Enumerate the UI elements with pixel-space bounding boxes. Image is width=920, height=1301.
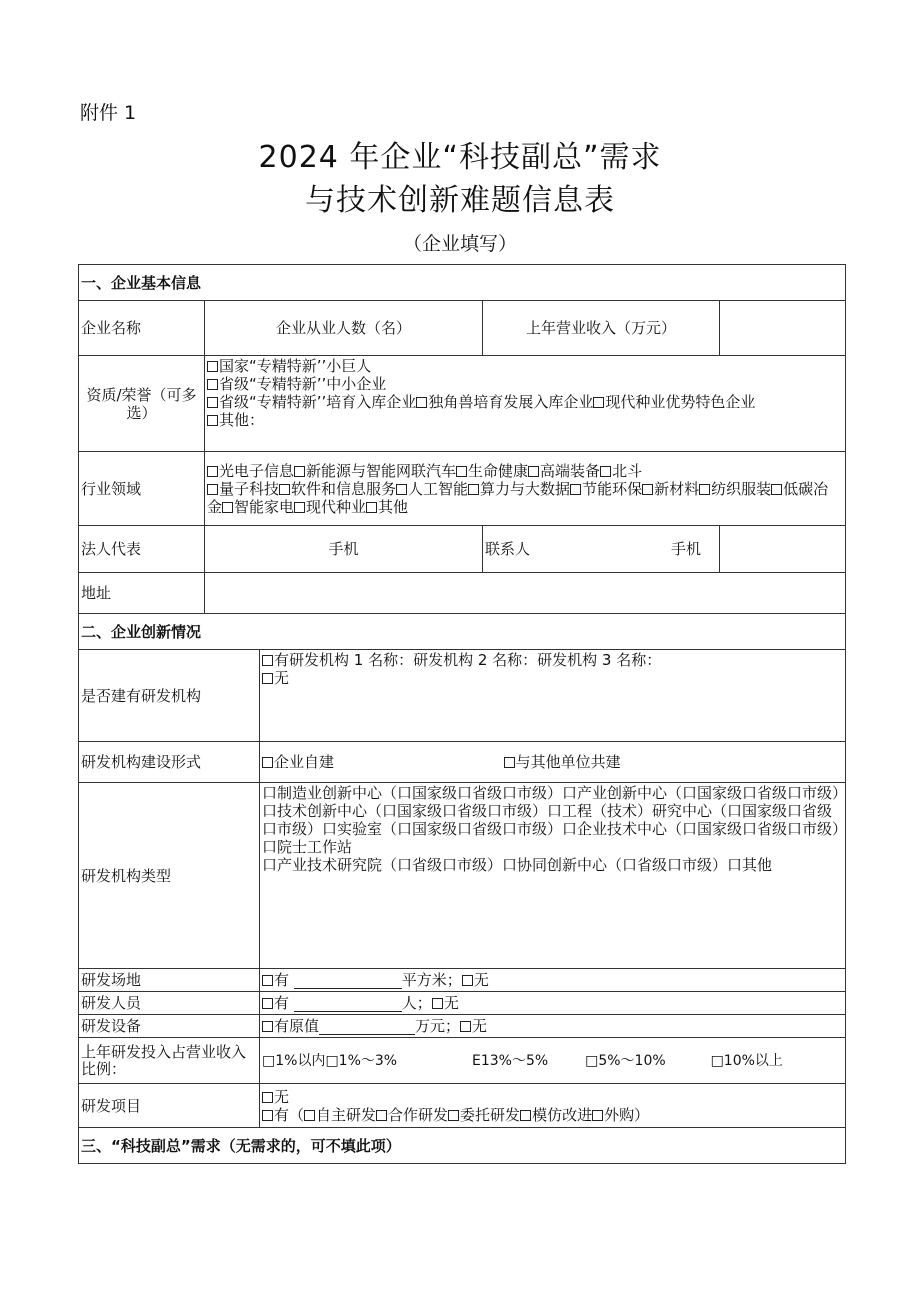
checkbox[interactable]: [699, 484, 710, 495]
checkbox[interactable]: [262, 1021, 273, 1032]
staff-no: 无: [443, 994, 459, 1012]
checkbox[interactable]: [262, 757, 273, 768]
legal-rep-label: 法人代表: [79, 526, 205, 573]
checkbox[interactable]: [460, 1021, 471, 1032]
checkbox[interactable]: [642, 484, 653, 495]
industry-option: 新能源与智能网联汽车: [306, 461, 457, 480]
staff-options: [260, 992, 846, 1015]
rd-org-options: [260, 650, 846, 742]
checkbox[interactable]: [279, 484, 290, 495]
qual-option: 国家“专精特新’’小巨人: [219, 357, 372, 375]
checkbox[interactable]: [222, 502, 233, 513]
checkbox[interactable]: [376, 1110, 387, 1121]
industry-option: 低碳冶金: [207, 479, 829, 516]
checkbox[interactable]: [262, 975, 273, 986]
build-form-options: [260, 742, 846, 783]
checkbox[interactable]: [416, 397, 427, 408]
industry-option: 智能家电: [234, 497, 295, 516]
attachment-label: 附件 1: [80, 102, 137, 124]
checkbox[interactable]: [504, 757, 515, 768]
checkbox[interactable]: [448, 1110, 459, 1121]
checkbox[interactable]: [304, 1110, 315, 1121]
industry-option: 光电子信息: [219, 461, 295, 480]
equip-yes: 有原值: [274, 1017, 320, 1035]
checkbox[interactable]: [294, 502, 305, 513]
checkbox[interactable]: [262, 1092, 273, 1103]
project-no: 无: [274, 1087, 290, 1106]
project-option: 自主研发: [316, 1105, 377, 1124]
checkbox[interactable]: [262, 673, 273, 684]
revenue-label: 上年营业收入（万元）: [483, 301, 720, 356]
checkbox[interactable]: [207, 361, 218, 372]
rd-type-text: 口制造业创新中心（口国家级口省级口市级）口产业创新中心（口国家级口省级口市级）口技术创新中心（口国家级口省级口市级）口工程（技术）研究中心（口国家级口省级口市级）口实验室（口国家级口省级口市级）口企业技术中心（口国家级口省级口市级）口院士工作站: [262, 784, 840, 856]
industry-option: 新材料: [654, 479, 700, 498]
checkbox[interactable]: [771, 484, 782, 495]
checkbox[interactable]: [262, 1110, 273, 1121]
rd-org-label: 是否建有研发机构: [79, 650, 260, 742]
page-title-line1: 2024 年企业“科技副总”需求: [258, 140, 662, 175]
equip-options: [260, 1015, 846, 1038]
checkbox[interactable]: [520, 1110, 531, 1121]
industry-option: 高端装备: [540, 461, 601, 480]
rd-org-yes: 有研发机构 1 名称：研发机构 2 名称：研发机构 3 名称：: [274, 651, 662, 669]
checkbox[interactable]: [396, 484, 407, 495]
industry-option: 算力与大数据: [480, 479, 571, 498]
build-joint: 与其他单位共建: [515, 753, 621, 771]
contact-cell: [483, 526, 720, 573]
equip-unit: 万元；: [415, 1017, 461, 1035]
checkbox[interactable]: [432, 998, 443, 1009]
revenue-input[interactable]: [720, 301, 846, 356]
qual-option: 独角兽培育发展入库企业: [428, 393, 594, 411]
checkbox[interactable]: [207, 379, 218, 390]
invest-label: 上年研发投入占营业收入比例：: [79, 1038, 260, 1084]
industry-option: 生命健康: [468, 461, 529, 480]
checkbox[interactable]: [592, 1110, 603, 1121]
section-demand-heading: 三、“科技副总”需求（无需求的，可不填此项）: [79, 1128, 846, 1164]
checkbox[interactable]: [593, 397, 604, 408]
invest-option[interactable]: □5%～10%: [585, 1052, 666, 1069]
site-unit: 平方米；: [401, 971, 462, 989]
invest-option[interactable]: □10%以上: [710, 1052, 783, 1069]
contact-phone-input[interactable]: [720, 526, 846, 573]
qual-option: 省级“专精特新’’培育入库企业: [219, 393, 417, 411]
project-options: [260, 1084, 846, 1128]
page-subtitle: （企业填写）: [402, 233, 517, 255]
checkbox[interactable]: [262, 655, 273, 666]
equip-label: 研发设备: [79, 1015, 260, 1038]
qualification-label: 资质/荣誉（可多选）: [79, 356, 205, 452]
rd-org-no: 无: [274, 669, 290, 687]
site-options: [260, 969, 846, 992]
project-option: 模仿改进: [532, 1105, 593, 1124]
company-name-label: 企业名称: [79, 301, 205, 356]
industry-option: 节能环保: [582, 479, 643, 498]
invest-option[interactable]: E13%～5%: [472, 1052, 549, 1069]
employees-label: 企业从业人数（名）: [205, 301, 483, 356]
industry-option: 软件和信息服务: [291, 479, 397, 498]
checkbox[interactable]: [207, 397, 218, 408]
contact-phone-label: 手机: [670, 540, 701, 558]
staff-unit: 人；: [401, 994, 432, 1012]
industry-option: 北斗: [612, 461, 643, 480]
site-label: 研发场地: [79, 969, 260, 992]
address-label: 地址: [79, 573, 205, 614]
project-option: 委托研发: [460, 1105, 521, 1124]
qualification-options: [205, 356, 846, 452]
checkbox[interactable]: [294, 466, 305, 477]
contact-label: 联系人: [485, 540, 531, 558]
equip-no: 无: [472, 1017, 488, 1035]
checkbox[interactable]: [207, 466, 218, 477]
invest-options: [260, 1038, 846, 1084]
equip-value-input[interactable]: [319, 1020, 415, 1035]
industry-option: 现代种业: [306, 497, 367, 516]
checkbox[interactable]: [528, 466, 539, 477]
industry-options: [205, 452, 846, 526]
checkbox[interactable]: [468, 484, 479, 495]
checkbox[interactable]: [207, 415, 218, 426]
checkbox[interactable]: [462, 975, 473, 986]
section-basic-heading: 一、企业基本信息: [79, 265, 846, 301]
build-form-label: 研发机构建设形式: [79, 742, 260, 783]
address-input[interactable]: [205, 573, 846, 614]
project-label: 研发项目: [79, 1084, 260, 1128]
qual-option: 省级“专精特新’’中小企业: [219, 375, 387, 393]
industry-option: 其他: [378, 497, 409, 516]
invest-option[interactable]: □1%以内: [262, 1052, 326, 1069]
section-innovation-heading: 二、企业创新情况: [79, 614, 846, 650]
project-yes: 有（: [274, 1105, 305, 1124]
site-yes: 有: [274, 971, 290, 989]
site-no: 无: [473, 971, 489, 989]
checkbox[interactable]: [262, 998, 273, 1009]
rd-type-label: 研发机构类型: [79, 783, 260, 969]
qual-other-option: 其他：: [219, 411, 265, 429]
checkbox[interactable]: [207, 484, 218, 495]
legal-rep-phone-label: 手机: [205, 526, 483, 573]
project-option: 合作研发: [388, 1105, 449, 1124]
industry-label: 行业领域: [79, 452, 205, 526]
industry-option: 量子科技: [219, 479, 280, 498]
site-area-input[interactable]: [294, 974, 402, 989]
staff-yes: 有: [274, 994, 290, 1012]
checkbox[interactable]: [600, 466, 611, 477]
rd-type-text2: 口产业技术研究院（口省级口市级）口协同创新中心（口省级口市级）口其他: [262, 856, 773, 874]
project-option: 外购）: [604, 1105, 650, 1124]
checkbox[interactable]: [366, 502, 377, 513]
rd-type-options: [260, 783, 846, 969]
checkbox[interactable]: [570, 484, 581, 495]
info-form-table: [78, 264, 846, 1164]
page-title-line2: 与技术创新难题信息表: [305, 183, 615, 218]
qual-option: 现代种业优势特色企业: [605, 393, 756, 411]
build-self: 企业自建: [274, 753, 335, 771]
industry-option: 纺织服装: [711, 479, 772, 498]
staff-count-input[interactable]: [294, 997, 402, 1012]
invest-option[interactable]: □1%～3%: [325, 1052, 398, 1069]
industry-option: 人工智能: [408, 479, 469, 498]
checkbox[interactable]: [456, 466, 467, 477]
staff-label: 研发人员: [79, 992, 260, 1015]
